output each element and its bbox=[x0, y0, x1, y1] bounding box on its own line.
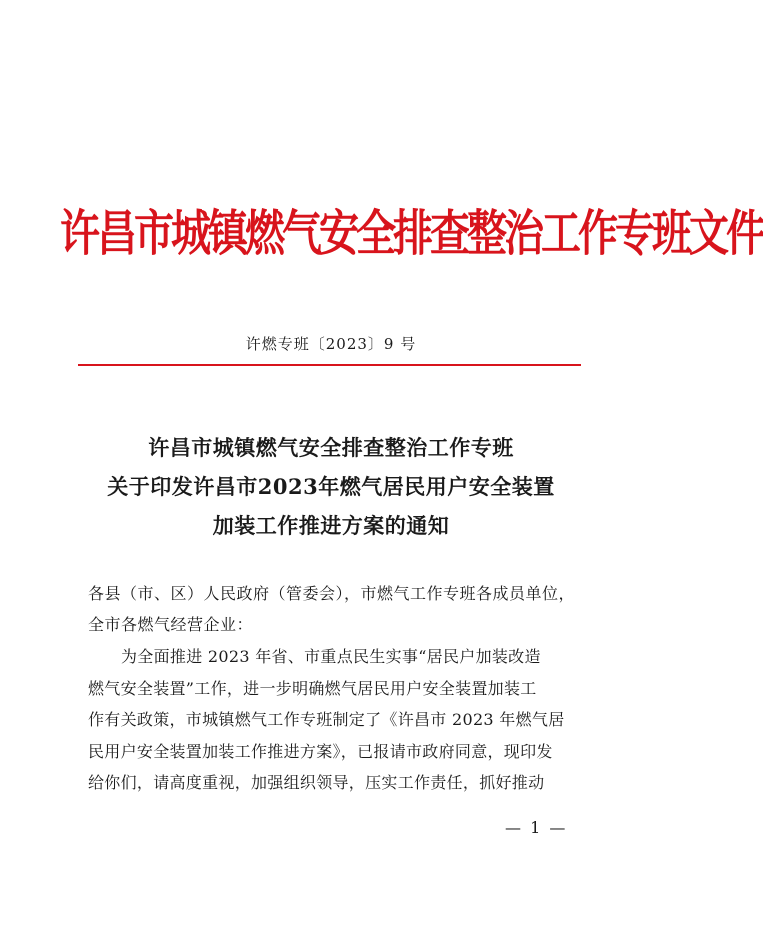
body-line-2: 燃气安全装置”工作，进一步明确燃气居民用户安全装置加装工 bbox=[88, 678, 537, 698]
title-line-3: 加装工作推进方案的通知 bbox=[212, 513, 450, 538]
title-line-1: 许昌市城镇燃气安全排查整治工作专班 bbox=[148, 435, 514, 460]
addressee-line-2: 全市各燃气经营企业： bbox=[88, 615, 254, 634]
notice-title bbox=[60, 428, 602, 545]
page-number: — 1 — bbox=[505, 818, 568, 837]
addressee-block bbox=[88, 578, 588, 640]
addressee-line-1: 各县（市、区）人民政府（管委会），市燃气工作专班各成员单位， bbox=[88, 584, 576, 603]
body-paragraph bbox=[88, 641, 592, 799]
body-line-5: 给你们，请高度重视，加强组织领导，压实工作责任，抓好推动 bbox=[88, 773, 545, 792]
red-divider-line bbox=[78, 364, 581, 366]
document-number: 许燃专班〔2023〕9 号 bbox=[245, 335, 417, 353]
body-line-3: 作有关政策，市城镇燃气工作专班制定了《许昌市 2023 年燃气居 bbox=[88, 710, 565, 729]
title-line-2: 关于印发许昌市2023年燃气居民用户安全装置 bbox=[107, 474, 555, 499]
masthead-title: 许昌市城镇燃气安全排查整治工作专班文件 bbox=[60, 204, 763, 263]
body-line-1: 为全面推进 2023 年省、市重点民生实事“居民户加装改造 bbox=[121, 647, 541, 666]
body-line-4: 民用户安全装置加装工作推进方案》，已报请市政府同意，现印发 bbox=[88, 741, 553, 761]
